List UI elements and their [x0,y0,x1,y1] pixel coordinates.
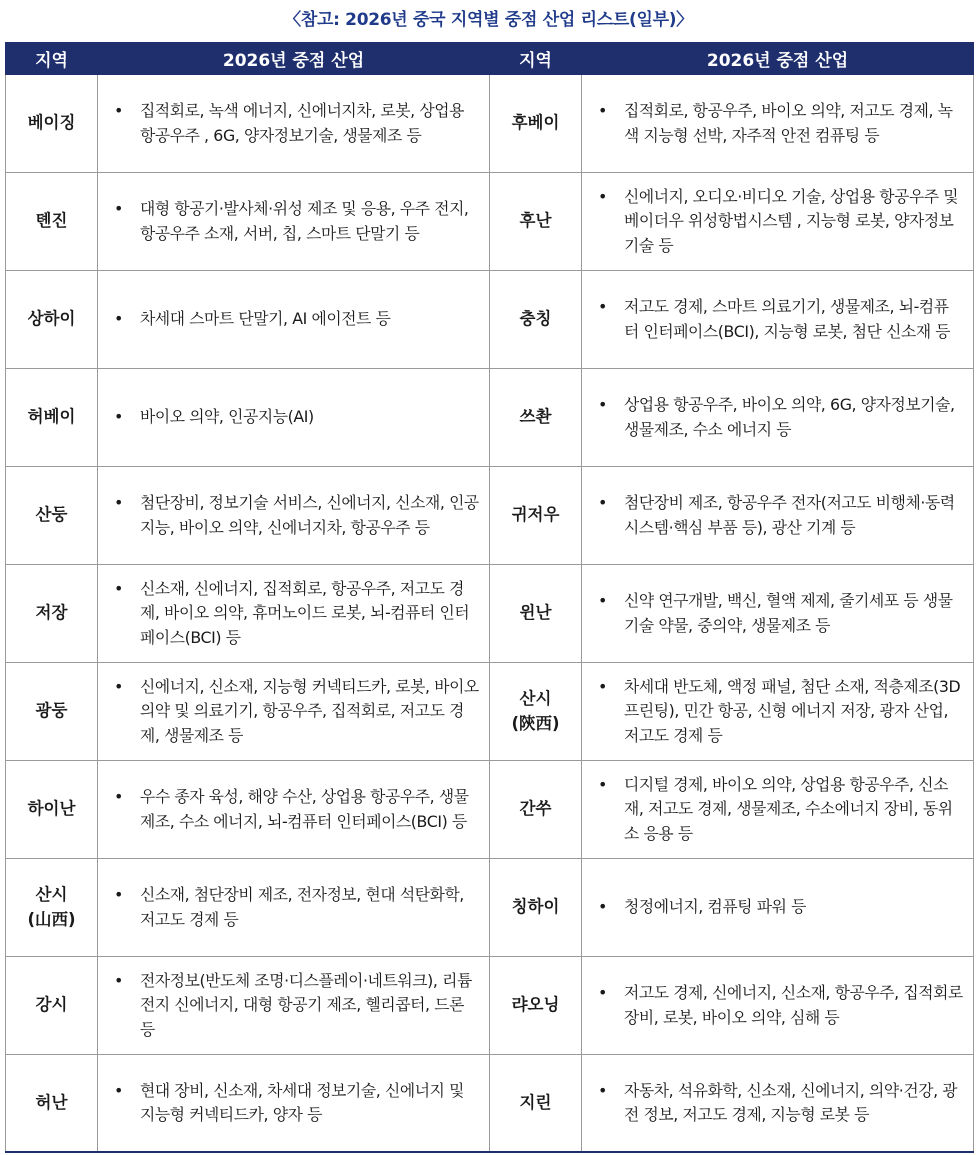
region-name: 후난 [519,211,552,231]
region-cell [6,271,98,369]
industry-list-item [582,773,973,847]
region-cell [490,369,582,467]
industry-cell [98,173,490,271]
page-title: 〈참고: 2026년 중국 지역별 중점 산업 리스트(일부)〉 [284,10,693,30]
industry-text: 현대 장비, 신소재, 차세대 정보기술, 신에너지 및 지능형 커넥티드카, 양자 등 [140,1080,464,1124]
region-name: 톈진 [35,211,68,231]
industry-cell [582,369,974,467]
industry-text: 우수 종자 육성, 해양 수산, 상업용 항공우주, 생물제조, 수소 에너지, 뇌-컴퓨터 인터페이스(BCI) 등 [140,787,469,831]
industry-list-item [98,675,489,749]
industry-text: 청정에너지, 컴퓨팅 파워 등 [624,897,806,917]
table-row [6,761,974,859]
industry-text: 첨단장비, 정보기술 서비스, 신에너지, 신소재, 인공지능, 바이오 의약, 신에너지차, 항공우주 등 [140,493,479,537]
table-header-row [6,43,974,75]
bullet-icon: • [598,676,608,696]
industry-text: 자동차, 석유화학, 신소재, 신에너지, 의약·건강, 광전 정보, 저고도 경제, 지능형 로봇 등 [624,1080,958,1124]
industry-list-item [582,185,973,259]
region-hanja: (山西) [27,909,76,929]
region-name: 윈난 [519,603,552,623]
bullet-icon: • [598,774,608,794]
industry-text: 첨단장비 제조, 항공우주 전자(저고도 비행체·동력 시스템·핵심 부품 등), 광산 기계 등 [624,493,955,537]
industry-text: 디지털 경제, 바이오 의약, 상업용 항공우주, 신소재, 저고도 경제, 생물제조, 수소에너지 장비, 동위소 응용 등 [624,774,953,843]
industry-text: 신소재, 첨단장비 제조, 전자정보, 현대 석탄화학, 저고도 경제 등 [140,885,464,929]
region-cell [490,173,582,271]
industry-cell [98,369,490,467]
bullet-icon: • [598,493,608,512]
industry-list-item [98,405,489,430]
region-name: 허난 [35,1092,68,1112]
region-name: 충칭 [519,309,552,329]
industry-text: 집적회로, 항공우주, 바이오 의약, 저고도 경제, 녹색 지능형 선박, 자주적 안전 컴퓨팅 등 [624,101,953,145]
header-industry-left: 2026년 중점 산업 [98,43,490,75]
industry-text: 전자정보(반도체 조명·디스플레이·네트워크), 리튬전지 신에너지, 대형 항공기 제조, 헬리콥터, 드론 등 [140,970,472,1039]
industry-cell [98,467,490,565]
industry-list-item [98,1079,489,1128]
region-cell [6,565,98,663]
header-region-right: 지역 [490,43,582,75]
region-hanja: (陝西) [511,713,560,733]
bullet-icon: • [114,970,124,990]
industry-list-item [582,589,973,638]
region-cell [6,74,98,173]
region-cell [490,74,582,173]
bullet-icon: • [598,983,608,1002]
industry-cell [582,957,974,1055]
industry-list-item [582,895,973,920]
bullet-icon: • [114,199,124,218]
region-cell [6,663,98,761]
bullet-icon: • [598,1080,608,1100]
region-name: 광둥 [35,701,68,721]
industry-cell [582,74,974,173]
industry-text: 차세대 반도체, 액정 패널, 첨단 소재, 적층제조(3D 프린팅), 민간 항공, 신형 에너지 저장, 광자 산업, 저고도 경제 등 [624,676,961,745]
industry-cell [582,565,974,663]
industry-text: 저고도 경제, 신에너지, 신소재, 항공우주, 집적회로 장비, 로봇, 바이오 의약, 심해 등 [624,983,963,1027]
industry-text: 신에너지, 신소재, 지능형 커넥티드카, 로봇, 바이오 의약 및 의료기기, 항공우주, 집적회로, 저고도 경제, 생물제조 등 [140,676,479,745]
industry-cell [582,1055,974,1153]
industry-cell [98,565,490,663]
region-name: 상하이 [27,309,76,329]
industry-list-item [582,1079,973,1128]
region-cell [6,957,98,1055]
region-name: 후베이 [511,113,560,133]
bullet-icon: • [598,591,608,610]
region-name: 칭하이 [511,897,560,917]
header-industry-right: 2026년 중점 산업 [582,43,974,75]
table-row [6,173,974,271]
region-cell [490,467,582,565]
industry-list-item [98,785,489,834]
industry-cell [98,1055,490,1153]
table-row [6,663,974,761]
industry-cell [582,467,974,565]
table-row [6,369,974,467]
industry-text: 저고도 경제, 스마트 의료기기, 생물제조, 뇌-컴퓨터 인터페이스(BCI), 지능형 로봇, 첨단 신소재 등 [624,297,951,341]
industry-list-item [98,491,489,540]
region-cell [6,1055,98,1153]
industry-text: 신약 연구개발, 백신, 혈액 제제, 줄기세포 등 생물기술 약물, 중의약, 생물제조 등 [624,591,953,635]
region-name: 랴오닝 [511,995,560,1015]
industry-text: 집적회로, 녹색 에너지, 신에너지차, 로봇, 상업용 항공우주 , 6G, 양자정보기술, 생물제조 등 [140,101,464,145]
region-cell [490,271,582,369]
bullet-icon: • [114,309,124,329]
industry-list-item [98,883,489,932]
region-name: 강시 [35,995,68,1015]
header-region-left: 지역 [6,43,98,75]
region-cell [490,1055,582,1153]
table-row [6,74,974,173]
industry-cell [582,859,974,957]
region-name: 베이징 [27,113,76,133]
bullet-icon: • [114,578,124,598]
bullet-icon: • [114,676,124,696]
industry-list-item [582,981,973,1030]
industry-text: 상업용 항공우주, 바이오 의약, 6G, 양자정보기술, 생물제조, 수소 에너지 등 [624,395,955,439]
bullet-icon: • [598,186,608,206]
industry-list-item [582,99,973,148]
industry-cell [98,74,490,173]
region-cell [490,761,582,859]
region-name: 쓰촨 [519,407,552,427]
industry-text: 차세대 스마트 단말기, AI 에이전트 등 [140,309,391,329]
bullet-icon: • [598,897,608,917]
industry-cell [98,663,490,761]
industry-list-item [582,491,973,540]
industry-list-item [98,99,489,148]
table-body [6,74,974,1152]
region-name: 하이난 [27,799,76,819]
region-cell [6,369,98,467]
industry-list-item [98,969,489,1043]
industry-list-item [98,197,489,246]
table-row [6,859,974,957]
bullet-icon: • [114,1080,124,1100]
table-row [6,957,974,1055]
table-row [6,565,974,663]
industry-text: 신에너지, 오디오·비디오 기술, 상업용 항공우주 및 베이더우 위성항법시스템 , 지능형 로봇, 양자정보기술 등 [624,186,959,255]
region-name: 산시 [35,884,68,904]
bullet-icon: • [114,101,124,120]
bullet-icon: • [114,407,124,427]
bullet-icon: • [114,885,124,904]
bullet-icon: • [114,493,124,512]
industry-list-item [98,307,489,332]
region-cell [6,173,98,271]
industry-text: 바이오 의약, 인공지능(AI) [140,407,314,427]
industry-list-item [98,577,489,651]
region-name: 지린 [519,1092,552,1112]
industry-cell [582,663,974,761]
industry-cell [582,271,974,369]
region-name: 산둥 [35,505,68,525]
industry-cell [582,173,974,271]
industry-cell [582,761,974,859]
region-name: 귀저우 [511,505,560,525]
region-cell [6,859,98,957]
industry-cell [98,859,490,957]
industry-table [5,42,974,1153]
industry-cell [98,271,490,369]
table-row [6,467,974,565]
region-cell [490,859,582,957]
region-cell [490,957,582,1055]
table-row [6,1055,974,1153]
region-name: 산시 [519,688,552,708]
region-cell [6,467,98,565]
bullet-icon: • [114,787,124,806]
region-cell [6,761,98,859]
industry-cell [98,761,490,859]
bullet-icon: • [598,101,608,120]
region-name: 허베이 [27,407,76,427]
industry-list-item [582,295,973,344]
region-cell [490,565,582,663]
bullet-icon: • [598,297,608,316]
region-name: 저장 [35,603,68,623]
industry-list-item [582,393,973,442]
region-cell [490,663,582,761]
bullet-icon: • [598,395,608,414]
industry-text: 신소재, 신에너지, 집적회로, 항공우주, 저고도 경제, 바이오 의약, 휴머노이드 로봇, 뇌-컴퓨터 인터페이스(BCI) 등 [140,578,470,647]
industry-cell [98,957,490,1055]
table-row [6,271,974,369]
industry-list-item [582,675,973,749]
industry-text: 대형 항공기·발사체·위성 제조 및 응용, 우주 전지, 항공우주 소재, 서버, 칩, 스마트 단말기 등 [140,199,469,243]
region-name: 간쑤 [519,799,552,819]
